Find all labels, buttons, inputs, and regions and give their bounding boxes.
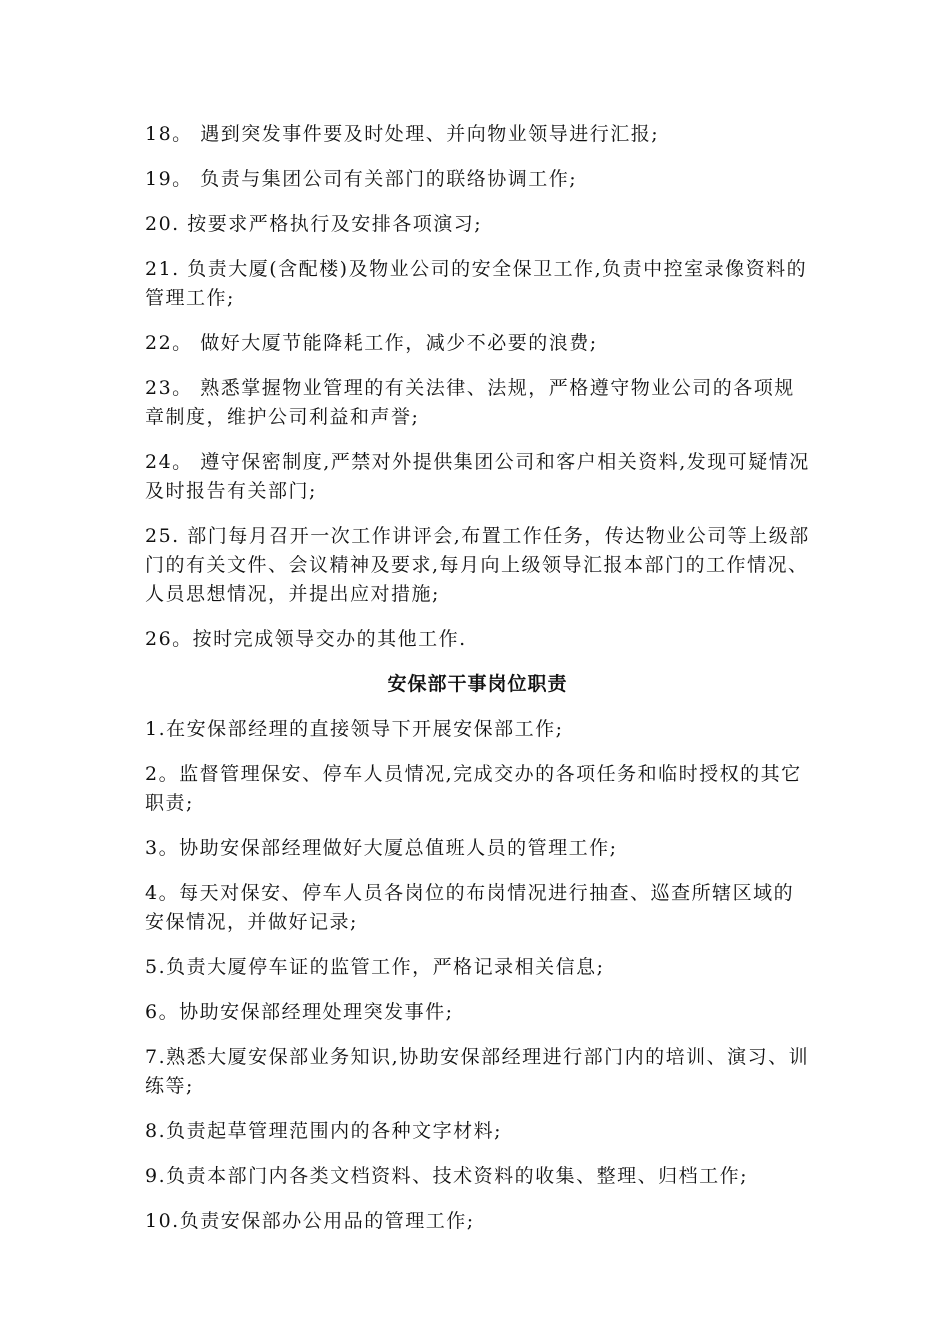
list-item: 1.在安保部经理的直接领导下开展安保部工作;: [145, 718, 564, 740]
document-page: [145, 120, 810, 1252]
list-item: 10.负责安保部办公用品的管理工作;: [145, 1210, 475, 1232]
list-item: 25. 部门每月召开一次工作讲评会,布置工作任务，传达物业公司等上级部门的有关文件、会议精神及要求,每月向上级领导汇报本部门的工作情况、人员思想情况，并提出应对措施;: [145, 525, 810, 605]
list-item: 21. 负责大厦(含配楼)及物业公司的安全保卫工作,负责中控室录像资料的管理工作;: [145, 258, 808, 309]
list-item: 5.负责大厦停车证的监管工作，严格记录相关信息;: [145, 956, 605, 978]
list-item: 23。 熟悉掌握物业管理的有关法律、法规，严格遵守物业公司的各项规章制度，维护公司利益和声誉;: [145, 377, 795, 428]
list-item: 22。 做好大厦节能降耗工作，减少不必要的浪费;: [145, 332, 598, 354]
list-item: 2。监督管理保安、停车人员情况,完成交办的各项任务和临时授权的其它职责;: [145, 763, 802, 814]
list-item: 26。按时完成领导交办的其他工作.: [145, 628, 467, 650]
list-item: 24。 遵守保密制度,严禁对外提供集团公司和客户相关资料,发现可疑情况及时报告有关部门;: [145, 451, 810, 502]
list-item: 8.负责起草管理范围内的各种文字材料;: [145, 1120, 503, 1142]
list-item: 9.负责本部门内各类文档资料、技术资料的收集、整理、归档工作;: [145, 1165, 749, 1187]
list-item: 6。协助安保部经理处理突发事件;: [145, 1001, 454, 1023]
list-item: 3。协助安保部经理做好大厦总值班人员的管理工作;: [145, 837, 618, 859]
section-heading: 安保部干事岗位职责: [387, 673, 568, 695]
list-item: 18。 遇到突发事件要及时处理、并向物业领导进行汇报;: [145, 123, 660, 145]
list-item: 4。每天对保安、停车人员各岗位的布岗情况进行抽查、巡查所辖区域的安保情况，并做好记录;: [145, 882, 795, 933]
list-item: 19。 负责与集团公司有关部门的联络协调工作;: [145, 168, 578, 190]
list-item: 7.熟悉大厦安保部业务知识,协助安保部经理进行部门内的培训、演习、训练等;: [145, 1046, 810, 1097]
list-item: 20. 按要求严格执行及安排各项演习;: [145, 213, 483, 235]
